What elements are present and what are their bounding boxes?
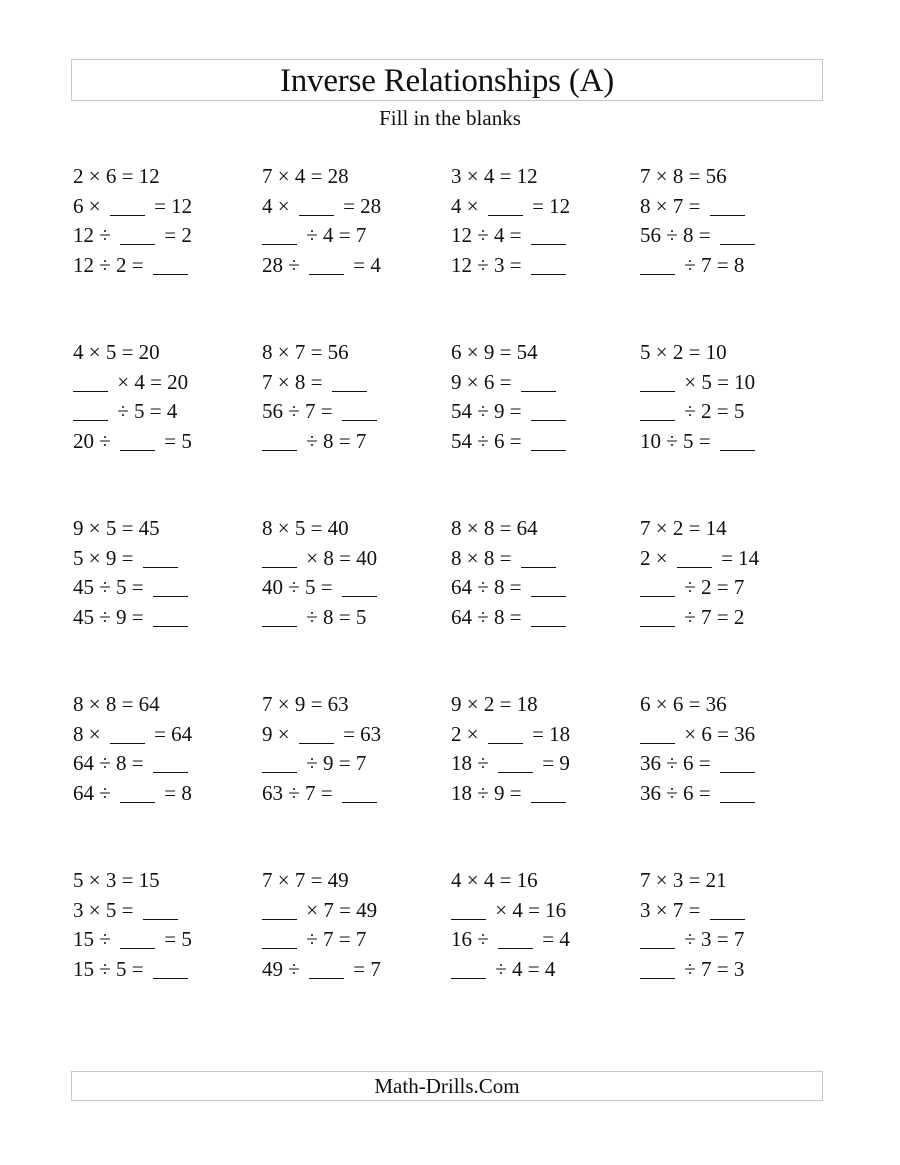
equation-text: × 6 = 36 [679, 721, 756, 746]
problem-block [73, 691, 253, 809]
footer-box [71, 1071, 823, 1101]
equation-text: ÷ 8 = 7 [301, 428, 367, 453]
given-equation [451, 339, 631, 369]
fill-in-equation [640, 574, 820, 604]
fill-in-equation [451, 398, 631, 428]
equation-text: 4 × [451, 193, 484, 218]
answer-blank[interactable] [531, 400, 566, 421]
answer-blank[interactable] [262, 224, 297, 245]
equation-text: = 5 [159, 428, 192, 453]
equation-text: = 14 [715, 545, 760, 570]
fill-in-equation [640, 721, 820, 751]
answer-blank[interactable] [342, 400, 377, 421]
fill-in-equation [451, 574, 631, 604]
problem-block [73, 339, 253, 457]
given-equation [262, 691, 442, 721]
equation-text: 64 ÷ 8 = [451, 604, 527, 629]
answer-blank[interactable] [153, 958, 188, 979]
fill-in-equation [73, 222, 253, 252]
equation-text: 15 ÷ [73, 927, 117, 951]
fill-in-equation [73, 193, 253, 223]
answer-blank[interactable] [73, 371, 108, 392]
equation-text: 8 × 8 = 64 [73, 692, 160, 716]
answer-blank[interactable] [299, 195, 334, 216]
equation-text: ÷ 4 = 4 [490, 956, 556, 981]
answer-blank[interactable] [640, 723, 675, 744]
equation-text: 3 × 5 = [73, 897, 139, 922]
given-equation [640, 339, 820, 369]
equation-text: 64 ÷ 8 = [73, 751, 149, 775]
answer-blank[interactable] [120, 430, 155, 451]
fill-in-equation [262, 721, 442, 751]
given-equation [73, 163, 253, 193]
equation-text: = 4 [537, 927, 570, 951]
fill-in-equation [451, 252, 631, 282]
equation-text: ÷ 4 = 7 [301, 223, 367, 247]
equation-text: 64 ÷ [73, 780, 117, 805]
answer-blank[interactable] [153, 254, 188, 275]
equation-text: ÷ 3 = 7 [679, 927, 745, 951]
answer-blank[interactable] [309, 254, 344, 275]
equation-text: = 8 [159, 780, 192, 805]
problem-block [451, 691, 631, 809]
fill-in-equation [451, 222, 631, 252]
equation-text: × 4 = 20 [112, 369, 189, 394]
fill-in-equation [640, 897, 820, 927]
equation-text: 10 ÷ 5 = [640, 428, 716, 453]
equation-text: 12 ÷ 2 = [73, 252, 149, 277]
answer-blank[interactable] [710, 195, 745, 216]
answer-blank[interactable] [640, 400, 675, 421]
equation-text: = 7 [348, 956, 381, 981]
answer-blank[interactable] [521, 371, 556, 392]
answer-blank[interactable] [262, 430, 297, 451]
answer-blank[interactable] [120, 224, 155, 245]
equation-text: 18 ÷ 9 = [451, 780, 527, 805]
equation-text: × 7 = 49 [301, 897, 378, 922]
fill-in-equation [262, 398, 442, 428]
answer-blank[interactable] [640, 928, 675, 949]
answer-blank[interactable] [110, 723, 145, 744]
equation-text: 36 ÷ 6 = [640, 780, 716, 805]
fill-in-equation [451, 750, 631, 780]
answer-blank[interactable] [143, 899, 178, 920]
page-title: Inverse Relationships (A) [279, 62, 615, 99]
fill-in-equation [640, 369, 820, 399]
problem-block [262, 163, 442, 281]
given-equation [451, 691, 631, 721]
equation-text: 40 ÷ 5 = [262, 575, 338, 599]
equation-text: ÷ 9 = 7 [301, 751, 367, 775]
equation-text: 4 × 5 = 20 [73, 340, 160, 364]
equation-text: 6 × 6 = 36 [640, 692, 727, 716]
fill-in-equation [73, 398, 253, 428]
answer-blank[interactable] [521, 547, 556, 568]
fill-in-equation [73, 780, 253, 810]
equation-text: = 4 [348, 252, 381, 277]
given-equation [451, 163, 631, 193]
equation-text: 5 × 2 = 10 [640, 340, 727, 364]
answer-blank[interactable] [342, 576, 377, 597]
fill-in-equation [640, 750, 820, 780]
equation-text: 2 × [451, 721, 484, 746]
answer-blank[interactable] [488, 195, 523, 216]
equation-text: 7 × 9 = 63 [262, 692, 349, 716]
fill-in-equation [73, 428, 253, 458]
equation-text: 56 ÷ 8 = [640, 223, 716, 247]
equation-text: 4 × 4 = 16 [451, 868, 538, 892]
fill-in-equation [640, 222, 820, 252]
footer-text: Math-Drills.Com [374, 1074, 520, 1098]
fill-in-equation [640, 545, 820, 575]
answer-blank[interactable] [531, 254, 566, 275]
fill-in-equation [73, 956, 253, 986]
fill-in-equation [640, 926, 820, 956]
given-equation [73, 867, 253, 897]
equation-text: 9 × 5 = 45 [73, 516, 160, 540]
problem-block [640, 867, 820, 985]
problem-block [262, 691, 442, 809]
answer-blank[interactable] [640, 576, 675, 597]
equation-text: 5 × 3 = 15 [73, 868, 160, 892]
equation-text: = 5 [159, 927, 192, 951]
answer-blank[interactable] [498, 752, 533, 773]
equation-text: 7 × 8 = [262, 369, 328, 394]
answer-blank[interactable] [262, 752, 297, 773]
equation-text: 54 ÷ 9 = [451, 399, 527, 423]
problem-block [73, 163, 253, 281]
problem-block [640, 163, 820, 281]
fill-in-equation [451, 721, 631, 751]
equation-text: 56 ÷ 7 = [262, 399, 338, 423]
equation-text: ÷ 8 = 5 [301, 604, 367, 629]
answer-blank[interactable] [720, 430, 755, 451]
equation-text: 2 × 6 = 12 [73, 164, 160, 188]
fill-in-equation [640, 398, 820, 428]
answer-blank[interactable] [451, 899, 486, 920]
title-box [71, 59, 823, 101]
equation-text: 3 × 4 = 12 [451, 164, 538, 188]
answer-blank[interactable] [332, 371, 367, 392]
equation-text: 64 ÷ 8 = [451, 575, 527, 599]
given-equation [262, 163, 442, 193]
equation-text: 8 × 8 = [451, 545, 517, 570]
problem-block [640, 339, 820, 457]
equation-text: 4 × [262, 193, 295, 218]
page-subtitle: Fill in the blanks [379, 106, 521, 130]
equation-text: 7 × 4 = 28 [262, 164, 349, 188]
fill-in-equation [73, 897, 253, 927]
given-equation [640, 691, 820, 721]
given-equation [451, 867, 631, 897]
equation-text: 12 ÷ 4 = [451, 223, 527, 247]
fill-in-equation [640, 193, 820, 223]
answer-blank[interactable] [153, 752, 188, 773]
given-equation [262, 867, 442, 897]
given-equation [640, 867, 820, 897]
fill-in-equation [640, 780, 820, 810]
answer-blank[interactable] [531, 606, 566, 627]
answer-blank[interactable] [262, 928, 297, 949]
equation-text: = 2 [159, 223, 192, 247]
equation-text: 8 × 7 = [640, 193, 706, 218]
equation-text: 7 × 3 = 21 [640, 868, 727, 892]
equation-text: 6 × [73, 193, 106, 218]
equation-text: ÷ 5 = 4 [112, 399, 178, 423]
given-equation [73, 691, 253, 721]
fill-in-equation [640, 604, 820, 634]
equation-text: 15 ÷ 5 = [73, 956, 149, 981]
answer-blank[interactable] [120, 928, 155, 949]
fill-in-equation [451, 956, 631, 986]
answer-blank[interactable] [531, 224, 566, 245]
fill-in-equation [262, 193, 442, 223]
equation-text: = 9 [537, 751, 570, 775]
fill-in-equation [640, 252, 820, 282]
problem-block [451, 339, 631, 457]
answer-blank[interactable] [720, 782, 755, 803]
answer-blank[interactable] [720, 224, 755, 245]
fill-in-equation [73, 604, 253, 634]
problem-block [262, 867, 442, 985]
fill-in-equation [451, 545, 631, 575]
answer-blank[interactable] [342, 782, 377, 803]
answer-blank[interactable] [531, 430, 566, 451]
answer-blank[interactable] [143, 547, 178, 568]
answer-blank[interactable] [299, 723, 334, 744]
problem-block [262, 339, 442, 457]
fill-in-equation [451, 897, 631, 927]
equation-text: 45 ÷ 9 = [73, 604, 149, 629]
problem-block [640, 515, 820, 633]
fill-in-equation [262, 604, 442, 634]
equation-text: 7 × 7 = 49 [262, 868, 349, 892]
answer-blank[interactable] [73, 400, 108, 421]
fill-in-equation [640, 956, 820, 986]
answer-blank[interactable] [153, 576, 188, 597]
equation-text: = 12 [526, 193, 571, 218]
problem-block [262, 515, 442, 633]
fill-in-equation [262, 897, 442, 927]
fill-in-equation [73, 926, 253, 956]
equation-text: 8 × 8 = 64 [451, 516, 538, 540]
equation-text: 3 × 7 = [640, 897, 706, 922]
equation-text: 7 × 8 = 56 [640, 164, 727, 188]
fill-in-equation [262, 780, 442, 810]
equation-text: × 4 = 16 [490, 897, 567, 922]
equation-text: 7 × 2 = 14 [640, 516, 727, 540]
equation-text: 8 × 7 = 56 [262, 340, 349, 364]
answer-blank[interactable] [262, 899, 297, 920]
problem-block [451, 867, 631, 985]
fill-in-equation [262, 574, 442, 604]
answer-blank[interactable] [488, 723, 523, 744]
equation-text: 45 ÷ 5 = [73, 575, 149, 599]
equation-text: 12 ÷ 3 = [451, 252, 527, 277]
fill-in-equation [451, 193, 631, 223]
given-equation [262, 339, 442, 369]
equation-text: ÷ 7 = 2 [679, 604, 745, 629]
fill-in-equation [73, 574, 253, 604]
fill-in-equation [262, 222, 442, 252]
fill-in-equation [262, 545, 442, 575]
answer-blank[interactable] [120, 782, 155, 803]
equation-text: 63 ÷ 7 = [262, 780, 338, 805]
answer-blank[interactable] [262, 547, 297, 568]
fill-in-equation [451, 604, 631, 634]
equation-text: 5 × 9 = [73, 545, 139, 570]
fill-in-equation [73, 369, 253, 399]
equation-text: 2 × [640, 545, 673, 570]
fill-in-equation [73, 750, 253, 780]
fill-in-equation [262, 428, 442, 458]
fill-in-equation [640, 428, 820, 458]
equation-text: ÷ 2 = 5 [679, 399, 745, 423]
equation-text: = 12 [148, 193, 193, 218]
equation-text: 9 × [262, 721, 295, 746]
answer-blank[interactable] [640, 958, 675, 979]
fill-in-equation [451, 428, 631, 458]
problem-block [640, 691, 820, 809]
equation-text: 16 ÷ [451, 927, 495, 951]
fill-in-equation [262, 956, 442, 986]
equation-text: 28 ÷ [262, 252, 306, 277]
answer-blank[interactable] [720, 752, 755, 773]
given-equation [262, 515, 442, 545]
problem-block [451, 515, 631, 633]
answer-blank[interactable] [531, 782, 566, 803]
equation-text: ÷ 2 = 7 [679, 575, 745, 599]
given-equation [640, 515, 820, 545]
fill-in-equation [451, 780, 631, 810]
equation-text: ÷ 7 = 7 [301, 927, 367, 951]
answer-blank[interactable] [640, 606, 675, 627]
answer-blank[interactable] [710, 899, 745, 920]
fill-in-equation [73, 721, 253, 751]
problem-block [73, 867, 253, 985]
fill-in-equation [262, 750, 442, 780]
equation-text: = 18 [526, 721, 571, 746]
equation-text: 18 ÷ [451, 751, 495, 775]
answer-blank[interactable] [640, 371, 675, 392]
fill-in-equation [262, 252, 442, 282]
equation-text: 20 ÷ [73, 428, 117, 453]
answer-blank[interactable] [153, 606, 188, 627]
fill-in-equation [73, 545, 253, 575]
equation-text: = 64 [148, 721, 193, 746]
equation-text: 9 × 6 = [451, 369, 517, 394]
answer-blank[interactable] [531, 576, 566, 597]
equation-text: 54 ÷ 6 = [451, 428, 527, 453]
equation-text: ÷ 7 = 8 [679, 252, 745, 277]
given-equation [73, 339, 253, 369]
equation-text: 9 × 2 = 18 [451, 692, 538, 716]
fill-in-equation [262, 369, 442, 399]
fill-in-equation [451, 369, 631, 399]
equation-text: 8 × [73, 721, 106, 746]
fill-in-equation [262, 926, 442, 956]
answer-blank[interactable] [498, 928, 533, 949]
fill-in-equation [73, 252, 253, 282]
equation-text: 12 ÷ [73, 223, 117, 247]
equation-text: 6 × 9 = 54 [451, 340, 538, 364]
equation-text: 36 ÷ 6 = [640, 751, 716, 775]
given-equation [73, 515, 253, 545]
equation-text: ÷ 7 = 3 [679, 956, 745, 981]
answer-blank[interactable] [110, 195, 145, 216]
answer-blank[interactable] [677, 547, 712, 568]
equation-text: × 5 = 10 [679, 369, 756, 394]
equation-text: = 63 [337, 721, 382, 746]
answer-blank[interactable] [451, 958, 486, 979]
problem-block [73, 515, 253, 633]
answer-blank[interactable] [262, 606, 297, 627]
answer-blank[interactable] [640, 254, 675, 275]
equation-text: 49 ÷ [262, 956, 306, 981]
problem-block [451, 163, 631, 281]
equation-text: = 28 [337, 193, 382, 218]
equation-text: × 8 = 40 [301, 545, 378, 570]
given-equation [451, 515, 631, 545]
given-equation [640, 163, 820, 193]
equation-text: 8 × 5 = 40 [262, 516, 349, 540]
answer-blank[interactable] [309, 958, 344, 979]
fill-in-equation [451, 926, 631, 956]
